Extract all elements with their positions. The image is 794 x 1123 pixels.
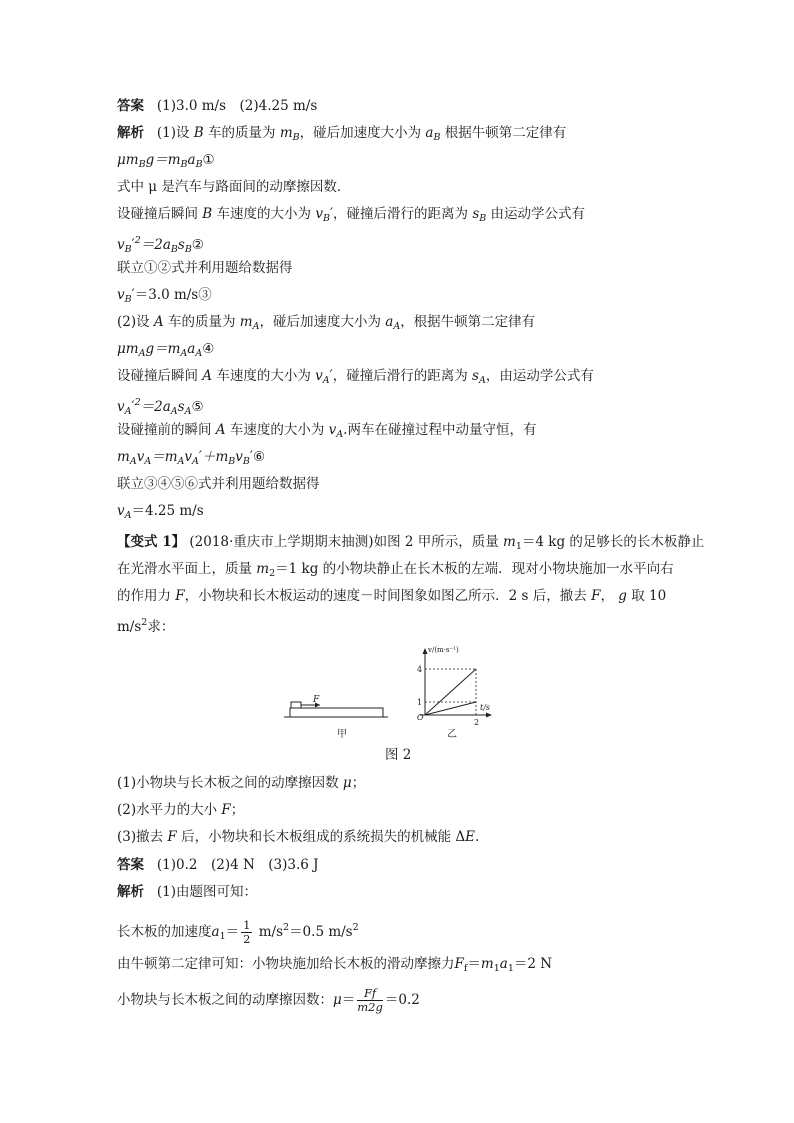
small-block	[291, 702, 301, 708]
answer-label: 答案	[117, 98, 144, 114]
analysis-label: 解析	[117, 884, 144, 900]
analysis2-line-4: 小物块与长木板之间的动摩擦因数：μ＝ $\frac{Ff}{m2g}$ ＝0.2	[117, 986, 420, 1014]
answer-label: 答案	[117, 857, 144, 873]
analysis-line-8: (2)设 A 车的质量为 $m_A$，碰后加速度大小为 $a_A$，根据牛顿第二定律有	[117, 314, 536, 332]
y-tick-1: 1	[417, 698, 423, 707]
x-axis-label: t/s	[480, 703, 491, 712]
y-axis-label: v/(m·s⁻¹)	[428, 646, 459, 654]
analysis-line-10: 设碰撞后瞬间 A 车速度的大小为 $v_A'$，碰撞后滑行的距离为 $s_A$，由运动学公式有	[117, 368, 594, 386]
y-tick-4: 4	[417, 665, 423, 674]
variant-line-3: 的作用力 F，小物块和长木板运动的速度－时间图象如图乙所示．2 s 后，撤去 F， g 取 10	[117, 588, 667, 604]
variant-line-2: 在光滑水平面上，质量 $m_2=1$ kg 的小物块静止在长木板的左端．现对小物块施加一水平向右	[117, 561, 674, 579]
equation-5: $v_A'^2=2a_As_A⑤$	[117, 397, 204, 417]
equation-3: $v_B'=3.0$ m/s③	[117, 287, 212, 305]
answer-text: (1)0.2 (2)4 N (3)3.6 J	[156, 857, 319, 873]
x-tick-2: 2	[474, 718, 480, 727]
analysis-label: 解析	[117, 125, 144, 141]
origin-label: O	[417, 713, 424, 722]
analysis-line-6: 联立①②式并利用题给数据得	[117, 260, 293, 276]
force-label: F	[313, 695, 320, 705]
analysis-line-12: 设碰撞前的瞬间 A 车速度的大小为 $v_A$.两车在碰撞过程中动量守恒，有	[117, 422, 537, 440]
equation-1: $\mu m_Bg=m_Ba_B①$	[117, 152, 215, 170]
fraction-ff-over-m2g: $\frac{Ff}{m2g}$	[357, 986, 383, 1014]
variant-line-4: $m/s^2$求：	[117, 617, 175, 635]
x-axis-arrow	[486, 713, 492, 718]
equation-2: $v_B'^2=2a_Bs_B②$	[117, 235, 204, 255]
question-2: (2)水平力的大小 F；	[117, 802, 245, 818]
analysis2-line-1: 解析 (1)由题图可知：	[117, 884, 257, 900]
question-3: (3)撤去 F 后，小物块和长木板组成的系统损失的机械能 ΔE.	[117, 829, 480, 845]
analysis-line-3: 式中 μ 是汽车与路面间的动摩擦因数．	[117, 179, 351, 195]
right-caption: 乙	[447, 729, 457, 740]
analysis2-line-3: 由牛顿第二定律可知：小物块施加给长木板的滑动摩擦力$F_f=m_1a_1=2$ N	[117, 956, 553, 974]
analysis-line-4: 设碰撞后瞬间 B 车速度的大小为 $v_B'$，碰撞后滑行的距离为 $s_B$ 由运动学公式有	[117, 206, 586, 224]
answer-text: (1)3.0 m/s (2)4.25 m/s	[156, 98, 318, 114]
left-caption: 甲	[337, 729, 347, 740]
figure-right-vt-graph	[417, 646, 492, 740]
equation-7: $v_A=4.25$ m/s	[117, 503, 204, 521]
answer-line-2	[117, 855, 319, 875]
y-axis-arrow	[423, 648, 428, 654]
figure-caption: 图 2	[385, 747, 412, 763]
analysis-line-14: 联立③④⑤⑥式并利用题给数据得	[117, 476, 320, 492]
variant-line-1: 【变式 1】 (2018·重庆市上学期期末抽测)如图 2 甲所示，质量 $m_1=4$ kg 的足够长的长木板静止	[117, 534, 705, 552]
fraction-one-half: $\frac{1}{2}$	[243, 918, 251, 946]
analysis2-line-2: 长木板的加速度$a_1=$ $\frac{1}{2}$ $m/s^2=0.5$ $m/s^2$	[117, 918, 359, 946]
figure-left-board-diagram	[284, 695, 388, 740]
equation-4: $\mu m_Ag=m_Aa_A④$	[117, 341, 215, 359]
variant-label: 【变式 1】	[117, 534, 186, 550]
long-board	[290, 708, 383, 717]
analysis-line-1: 解析 (1)设 B 车的质量为 $m_B$，碰后加速度大小为 $a_B$ 根据牛顿第二定律有	[117, 125, 567, 143]
equation-6: $m_Av_A=m_Av_A'+m_Bv_B'⑥$	[117, 449, 266, 467]
answer-line-1	[117, 96, 317, 116]
question-1: (1)小物块与长木板之间的动摩擦因数 μ；	[117, 775, 366, 791]
